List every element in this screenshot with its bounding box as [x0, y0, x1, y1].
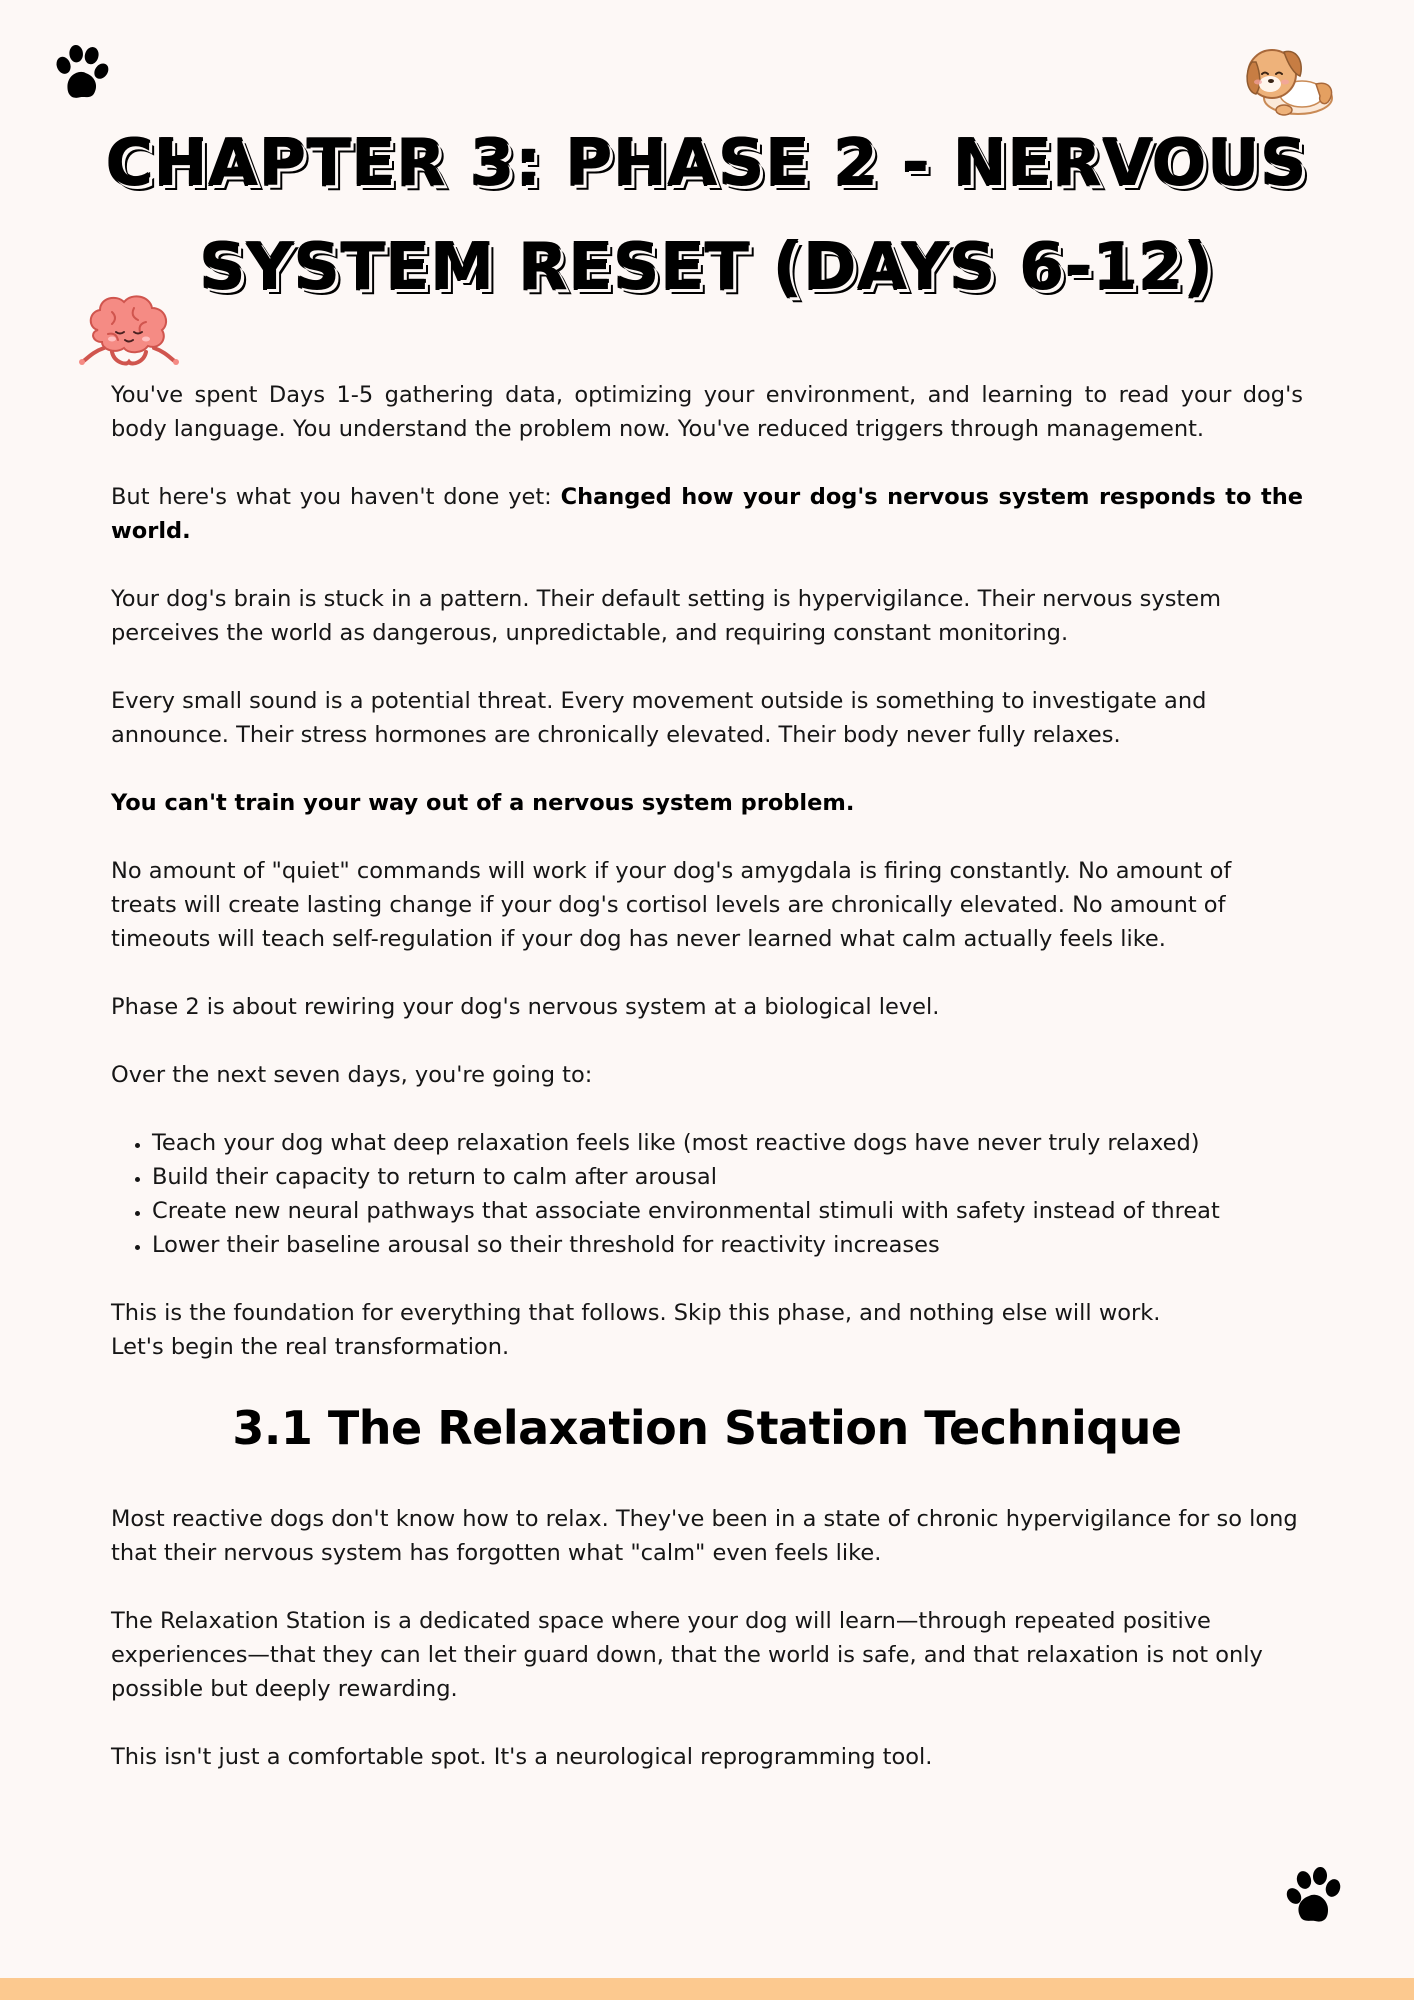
list-item: • Build their capacity to return to calm after arousal — [152, 1160, 1303, 1194]
list-item: • Lower their baseline arousal so their threshold for reactivity increases — [152, 1228, 1303, 1262]
emphasis-text: You can't train your way out of a nervous system problem. — [111, 790, 855, 816]
body-paragraph: This isn't just a comfortable spot. It's a neurological reprogramming tool. — [111, 1744, 933, 1770]
bottom-accent-bar — [0, 1978, 1414, 2000]
body-paragraph: Let's begin the real transformation. — [111, 1334, 510, 1360]
body-paragraph: Your dog's brain is stuck in a pattern. Their default setting is hypervigilance. Their nervous system perceives the world as dangerous, unpredictable, and requiring constant monitoring. — [111, 586, 1222, 646]
body-paragraph: Most reactive dogs don't know how to relax. They've been in a state of chronic hypervigilance for so long that their nervous system has forgotten what "calm" even feels like. — [111, 1506, 1298, 1566]
body-paragraph: No amount of "quiet" commands will work if your dog's amygdala is firing constantly. No amount of treats will create lasting change if your dog's cortisol levels are chronically elevated. No amount of timeouts will teach self-regulation if your dog has never learned what calm actually feels like. — [111, 858, 1232, 952]
chapter-body — [111, 378, 1303, 1808]
paw-icon — [1282, 1866, 1346, 1930]
emphasis-text: Changed how your dog's nervous system responds to the world. — [111, 484, 1303, 544]
body-paragraph: This is the foundation for everything that follows. Skip this phase, and nothing else will work. — [111, 1300, 1161, 1326]
body-paragraph — [111, 480, 1303, 548]
dog-icon — [1240, 36, 1340, 120]
paw-icon — [50, 44, 112, 106]
list-item: • Teach your dog what deep relaxation feels like (most reactive dogs have never truly relaxed) — [152, 1126, 1303, 1160]
list-item: • Create new neural pathways that associate environmental stimuli with safety instead of threat — [152, 1194, 1303, 1228]
body-paragraph — [111, 786, 1303, 820]
body-paragraph: You've spent Days 1-5 gathering data, optimizing your environment, and learning to read your dog's body language. You understand the problem now. You've reduced triggers through management. — [111, 382, 1303, 442]
paragraph-lead: But here's what you haven't done yet: — [111, 484, 561, 510]
chapter-title: CHAPTER 3: PHASE 2 - NERVOUS SYSTEM RESET (DAYS 6-12) — [106, 127, 1308, 305]
section-heading: 3.1 The Relaxation Station Technique — [232, 1401, 1182, 1455]
body-paragraph: Over the next seven days, you're going to: — [111, 1062, 593, 1088]
body-paragraph: The Relaxation Station is a dedicated space where your dog will learn—through repeated positive experiences—that they can let their guard down, that the world is safe, and that relaxation is not only possible but deeply rewarding. — [111, 1608, 1263, 1702]
body-paragraph: Every small sound is a potential threat. Every movement outside is something to investigate and announce. Their stress hormones are chronically elevated. Their body never fully relaxes. — [111, 688, 1207, 748]
bullet-list — [111, 1126, 1303, 1262]
body-paragraph: Phase 2 is about rewiring your dog's nervous system at a biological level. — [111, 994, 940, 1020]
